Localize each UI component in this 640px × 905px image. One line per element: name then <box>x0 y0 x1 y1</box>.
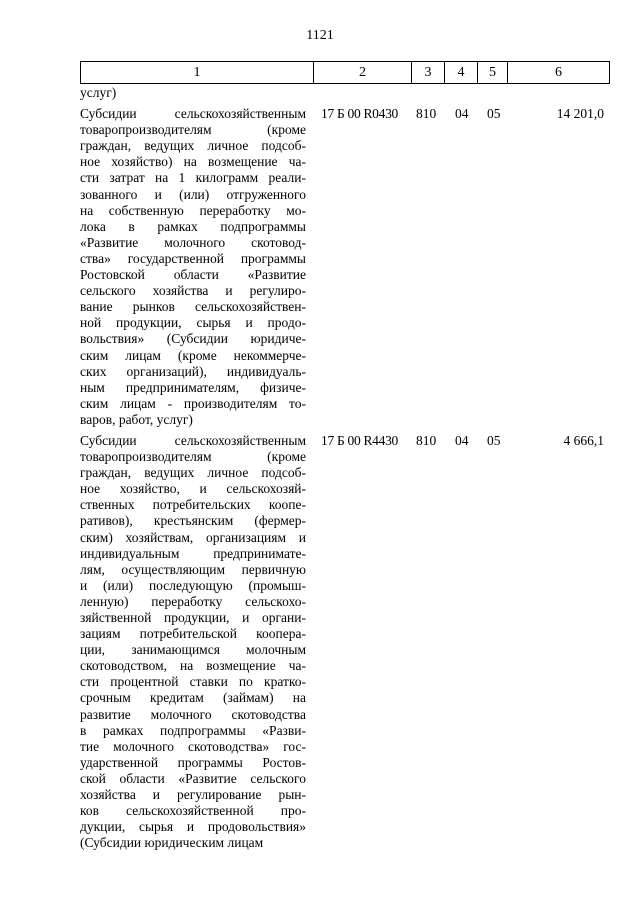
rows-container <box>80 106 610 851</box>
text-line: ства» государственной программы <box>80 250 306 266</box>
text-line: срочным кредитам (займам) на <box>80 690 306 706</box>
text-line: ции, занимающимся молочным <box>80 642 306 658</box>
text-line: ков сельскохозяйственной про- <box>80 803 306 819</box>
text-line: ским лицам - производителям то- <box>80 395 306 411</box>
table-row <box>80 106 610 428</box>
row-subsection: 05 <box>487 106 501 122</box>
column-header-2: 2 <box>314 62 412 84</box>
column-header-3: 3 <box>412 62 445 84</box>
row-section: 04 <box>455 432 469 448</box>
text-line: вание рынков сельскохозяйствен- <box>80 299 306 315</box>
text-line: ной продукции, сырья и продо- <box>80 315 306 331</box>
page-number: 1121 <box>306 28 334 43</box>
row-expense-type: 810 <box>416 106 437 122</box>
text-line: зациям потребительской коопера- <box>80 626 306 642</box>
continuation-text <box>80 85 306 101</box>
text-line: в рамках подпрограммы «Разви- <box>80 722 306 738</box>
column-header-row <box>81 62 610 84</box>
text-line: ственных потребительских коопе- <box>80 497 306 513</box>
text-line: тие молочного скотоводства» гос- <box>80 738 306 754</box>
text-line: зяйственной продукции, и органи- <box>80 610 306 625</box>
text-line: сельского хозяйства и регулиро- <box>80 283 306 299</box>
text-line: хозяйства и регулирование рын- <box>80 787 306 803</box>
text-line: ным предпринимателям, физиче- <box>80 379 306 395</box>
text-line: Ростовской области «Развитие <box>80 267 306 283</box>
row-code: 17 Б 00 R4430 <box>321 432 398 448</box>
text-line: развитие молочного скотоводства <box>80 706 306 722</box>
table-row <box>80 433 610 851</box>
row-amount: 4 666,1 <box>563 432 604 448</box>
continuation-row <box>80 85 610 101</box>
row-description <box>80 106 306 428</box>
column-header-4: 4 <box>445 62 478 84</box>
text-line: сти процентной ставки по кратко- <box>80 674 306 690</box>
column-header-table <box>80 61 610 84</box>
text-line: лям, осуществляющим первичную <box>80 561 306 577</box>
text-line: скотоводством, на возмещение ча- <box>80 658 306 674</box>
text-line: граждан, ведущих личное подсоб- <box>80 138 306 154</box>
text-line: ским лицам (кроме некоммерче- <box>80 347 306 363</box>
text-line: и (или) последующую (промыш- <box>80 577 306 593</box>
row-description <box>80 433 306 851</box>
text-line: дукции, сырья и продовольствия» <box>80 819 306 835</box>
text-line: (Субсидии юридическим лицам <box>80 835 264 851</box>
text-line: Субсидии сельскохозяйственным <box>80 432 306 448</box>
text-line: ской области «Развитие сельского <box>80 770 306 786</box>
row-amount: 14 201,0 <box>556 106 604 122</box>
text-line: на собственную переработку мо- <box>80 202 306 218</box>
text-line: товаропроизводителям (кроме <box>80 449 306 465</box>
text-line: граждан, ведущих личное подсоб- <box>80 465 306 481</box>
text-line: ративов), крестьянским (фермер- <box>80 513 306 529</box>
text-line: варов, работ, услуг) <box>80 411 193 427</box>
text-line: ное хозяйство, и сельскохозяй- <box>80 481 306 497</box>
row-section: 04 <box>455 106 469 122</box>
text-line: «Развитие молочного скотовод- <box>80 234 306 250</box>
column-header-1: 1 <box>81 62 314 84</box>
text-line: ским) хозяйствам, организациям и <box>80 529 306 545</box>
text-line: зованного и (или) отгруженного <box>80 186 306 202</box>
text-line: ударственной программы Ростов- <box>80 754 306 770</box>
text-line: вольствия» (Субсидии юридиче- <box>80 331 306 347</box>
row-subsection: 05 <box>487 432 501 448</box>
row-expense-type: 810 <box>416 432 437 448</box>
column-header-5: 5 <box>478 62 508 84</box>
text-line: индивидуальным предпринимате- <box>80 545 306 561</box>
table-body <box>80 85 610 851</box>
text-line: Субсидии сельскохозяйственным <box>80 106 306 122</box>
text-line: ленную) переработку сельскохо- <box>80 593 306 609</box>
column-header-6: 6 <box>508 62 610 84</box>
text-line: товаропроизводителям (кроме <box>80 122 306 138</box>
row-code: 17 Б 00 R0430 <box>321 106 398 122</box>
text-line: сти затрат на 1 килограмм реали- <box>80 170 306 186</box>
text-line: лока в рамках подпрограммы <box>80 218 306 234</box>
text-line: ских организаций), индивидуаль- <box>80 363 306 379</box>
text-line: ное хозяйство) на возмещение ча- <box>80 154 306 170</box>
text-line: услуг) <box>80 85 117 100</box>
